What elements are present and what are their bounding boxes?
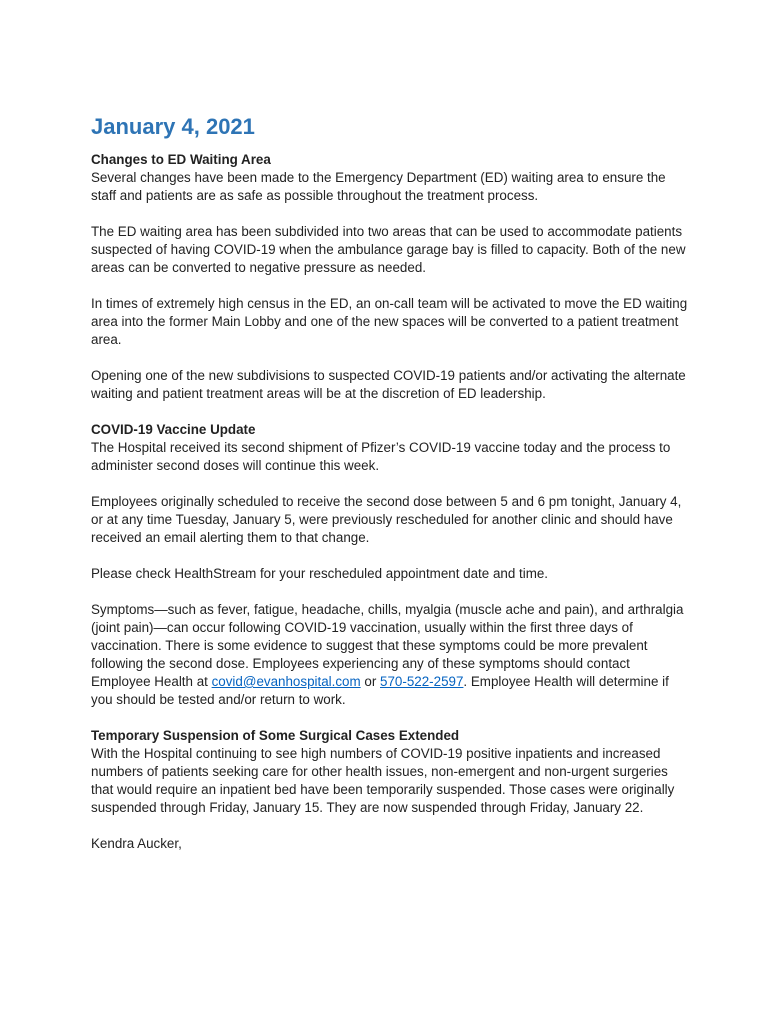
signature: Kendra Aucker, — [91, 836, 182, 851]
paragraph: The Hospital received its second shipment of Pfizer’s COVID-19 vaccine today and the process to administer second doses will continue this week. — [91, 440, 671, 473]
section-surgical-suspension — [91, 727, 691, 817]
paragraph: Several changes have been made to the Emergency Department (ED) waiting area to ensure the staff and patients are as safe as possible throughout the treatment process. — [91, 170, 666, 203]
paragraph: The ED waiting area has been subdivided into two areas that can be used to accommodate patients suspected of having COVID-19 when the ambulance garage bay is filled to capacity. Both of the new areas can be converted to negative pressure as needed. — [91, 224, 686, 275]
page-title: January 4, 2021 — [91, 114, 255, 139]
section-heading: COVID-19 Vaccine Update — [91, 422, 256, 437]
document-page — [91, 113, 691, 871]
symptoms-text: Symptoms—such as fever, fatigue, headache, chills, myalgia (muscle ache and pain), and arthralgia (joint pain)—can occur following COVID-19 vaccination, usually within the first three days of vaccination. There is some evidence to suggest that these symptoms could be more prevalent following the second dose. Employees experiencing any of these symptoms should contact Employee Health at — [91, 602, 684, 689]
section-heading: Temporary Suspension of Some Surgical Cases Extended — [91, 728, 460, 743]
phone-link[interactable]: 570-522-2597 — [380, 674, 464, 689]
closing-text: . Employee Health will determine if you should be tested and/or return to work. — [91, 674, 669, 707]
paragraph: Opening one of the new subdivisions to suspected COVID-19 patients and/or activating the alternate waiting and patient treatment areas will be at the discretion of ED leadership. — [91, 368, 686, 401]
section-heading: Changes to ED Waiting Area — [91, 152, 271, 167]
symptoms-paragraph — [91, 601, 691, 709]
paragraph: Employees originally scheduled to receive the second dose between 5 and 6 pm tonight, January 4, or at any time Tuesday, January 5, were previously rescheduled for another clinic and should have received an email alerting them to that change. — [91, 494, 682, 545]
paragraph: In times of extremely high census in the ED, an on-call team will be activated to move the ED waiting area into the former Main Lobby and one of the new spaces will be converted to a patient treatment area. — [91, 296, 688, 347]
paragraph: With the Hospital continuing to see high numbers of COVID-19 positive inpatients and increased numbers of patients seeking care for other health issues, non-emergent and non-urgent surgeries that would require an inpatient bed have been temporarily suspended. Those cases were originally suspended through Friday, January 15. They are now suspended through Friday, January 22. — [91, 746, 675, 815]
email-link[interactable]: covid@evanhospital.com — [211, 674, 361, 689]
section-vaccine-update — [91, 421, 691, 709]
connector-text: or — [360, 674, 381, 689]
paragraph: Please check HealthStream for your rescheduled appointment date and time. — [91, 566, 549, 581]
section-ed-waiting-area — [91, 151, 691, 403]
